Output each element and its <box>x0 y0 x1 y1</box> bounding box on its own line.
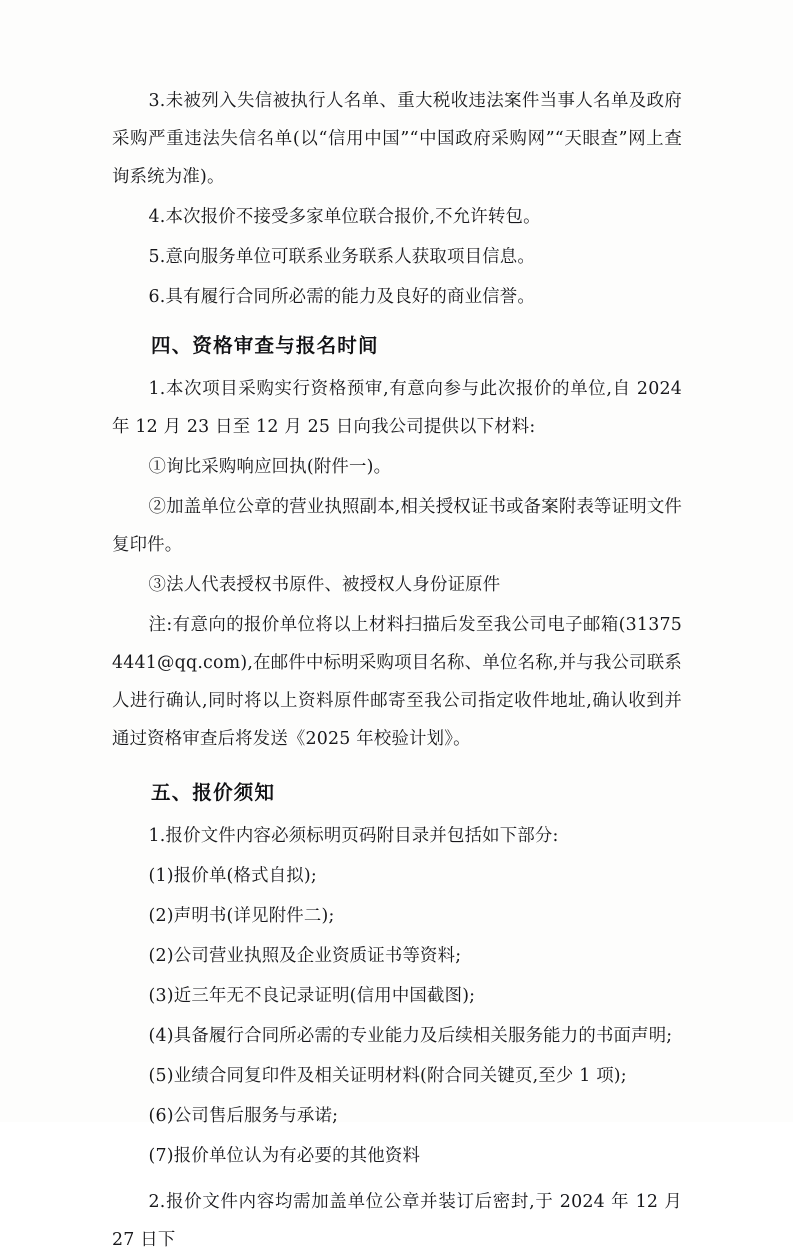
paragraph-material-1: ①询比采购响应回执(附件一)。 <box>148 457 392 477</box>
section-heading-four: 四、资格审查与报名时间 <box>151 334 379 357</box>
list-item-1: (1)报价单(格式自拟); <box>148 866 317 886</box>
paragraph-clause-4-1: 1.本次项目采购实行资格预审,有意向参与此次报价的单位,自 2024 年 12 月 23 日至 12 月 25 日向我公司提供以下材料: <box>112 379 682 437</box>
paragraph-clause-5: 5.意向服务单位可联系业务联系人获取项目信息。 <box>148 247 535 267</box>
list-item-7: (6)公司售后服务与承诺; <box>148 1106 339 1126</box>
paragraph-clause-5-2: 2.报价文件内容均需加盖单位公章并装订后密封,于 2024 年 12 月 27 日下 <box>112 1192 682 1250</box>
paragraph-clause-4: 4.本次报价不接受多家单位联合报价,不允许转包。 <box>148 207 541 227</box>
paragraph-clause-3: 3.未被列入失信被执行人名单、重大税收违法案件当事人名单及政府采购严重违法失信名单(以“信用中国”“中国政府采购网”“天眼查”网上查询系统为准)。 <box>112 91 682 187</box>
list-item-8: (7)报价单位认为有必要的其他资料 <box>148 1146 421 1166</box>
list-item-5: (4)具备履行合同所必需的专业能力及后续相关服务能力的书面声明; <box>148 1026 673 1046</box>
list-item-2: (2)声明书(详见附件二); <box>148 906 335 926</box>
paragraph-note: 注:有意向的报价单位将以上材料扫描后发至我公司电子邮箱(313754441@qq.com),在邮件中标明采购项目名称、单位名称,并与我公司联系人进行确认,同时将以上资料原件邮寄至我公司指定收件地址,确认收到并通过资格审查后将发送《2025 年校验计划》。 <box>112 615 682 749</box>
paragraph-clause-5-1: 1.报价文件内容必须标明页码附目录并包括如下部分: <box>148 826 559 846</box>
document-body <box>112 82 682 1259</box>
section-heading-five: 五、报价须知 <box>151 781 276 804</box>
list-item-3: (2)公司营业执照及企业资质证书等资料; <box>148 946 462 966</box>
paragraph-material-2: ②加盖单位公章的营业执照副本,相关授权证书或备案附表等证明文件复印件。 <box>112 497 682 555</box>
list-item-4: (3)近三年无不良记录证明(信用中国截图); <box>148 986 476 1006</box>
paragraph-material-3: ③法人代表授权书原件、被授权人身份证原件 <box>148 575 501 595</box>
paragraph-clause-6: 6.具有履行合同所必需的能力及良好的商业信誉。 <box>148 287 535 307</box>
list-item-6: (5)业绩合同复印件及相关证明材料(附合同关键页,至少 1 项); <box>148 1066 627 1086</box>
